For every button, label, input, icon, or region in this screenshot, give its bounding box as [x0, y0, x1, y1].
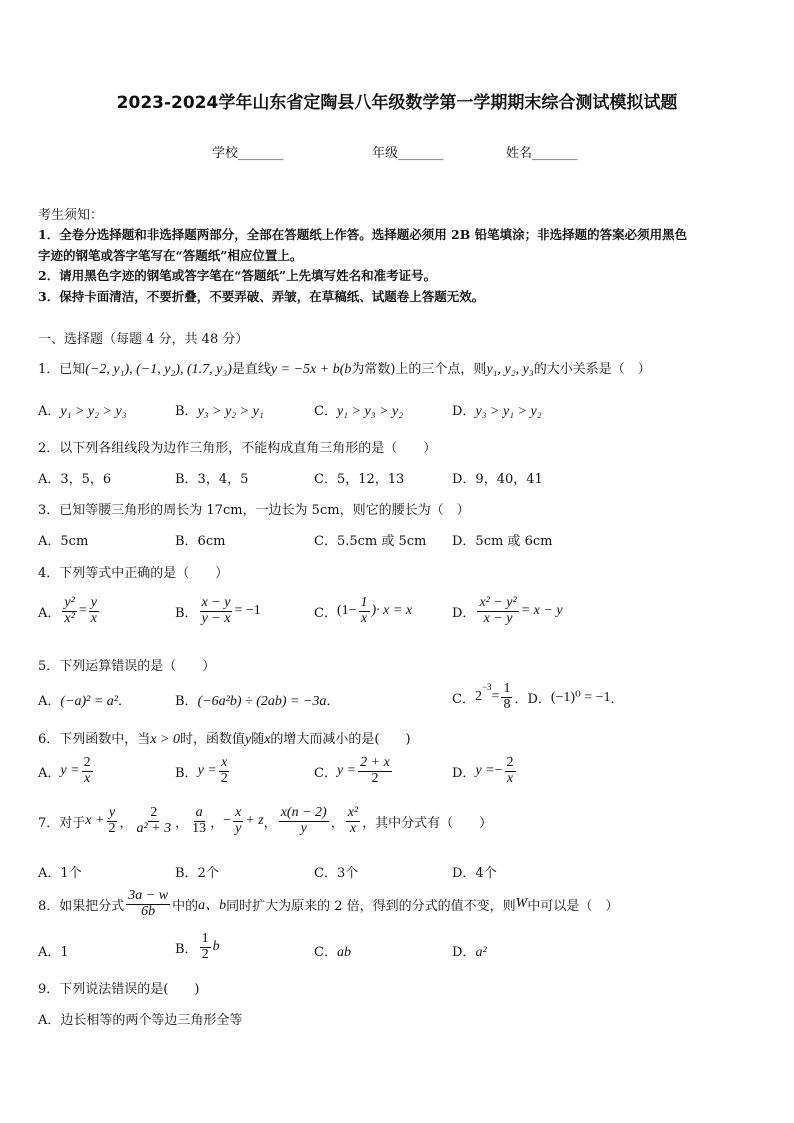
question-8: 8．如果把分式 $\frac{3a - w}{6b}$ 中的 a、b 同时扩大为原来的 2 倍，得到的分式的值不变，则 W 中可以是（ ）: [38, 888, 619, 919]
question-7: 7．对于 x + $\frac{y}{2}$ ， $\frac{2}{\text{a² + 3}}$ ， $\frac{a}{13}$ ， − $\frac{x}{y}$ + z ， $\frac{x(n - 2)}{y}$ ， $\frac{\text{x²}}{x}$ ，其中分式有（ ）: [38, 805, 493, 836]
option-a: A．5cm: [38, 534, 89, 549]
option-a: A．边长相等的两个等边三角形全等: [38, 1013, 243, 1028]
option-d: D．y₃ > y₁ > y₂: [452, 404, 542, 419]
option-b: B．3，4，5: [175, 472, 249, 487]
grade-field: 年级_______: [372, 146, 444, 161]
option-d: D． y = − $\frac{2}{x}$: [452, 755, 514, 786]
section-heading: 一、选择题（每题 4 分，共 48 分）: [38, 332, 249, 347]
option-d: D．4个: [452, 866, 497, 881]
name-field: 姓名_______: [506, 146, 578, 161]
option-d: D．5cm 或 6cm: [452, 534, 553, 549]
option-a: A．y₁ > y₂ > y₃: [38, 404, 127, 419]
question-9: 9．下列说法错误的是( ): [38, 982, 200, 997]
option-a: A．1个: [38, 866, 82, 881]
option-c: C． y = $\frac{2 + x}{2}$: [314, 755, 390, 786]
option-a: A．(−a)² = a²．: [38, 694, 132, 709]
question-5: 5．下列运算错误的是（ ）: [38, 659, 216, 674]
option-b: B．y₃ > y₂ > y₁: [175, 404, 264, 419]
option-d: D．9，40，41: [452, 472, 543, 487]
option-d: D．a²: [452, 945, 487, 960]
question-1: 1．已知(−2, y₁), (−1, y₂), (1.7, y₃)是直线y = −5x + b(b为常数)上的三个点，则y₁, y₂, y₃的大小关系是（ ）: [38, 362, 651, 377]
option-a: A．1: [38, 945, 69, 960]
option-b: B．2个: [175, 866, 219, 881]
notice-line: 3．保持卡面清洁，不要折叠，不要弄破、弄皱，在草稿纸、试题卷上答题无效。: [38, 289, 485, 304]
question-6: 6．下列函数中，当x > 0时，函数值y随x的增大而减小的是( ): [38, 732, 411, 747]
option-a: A．3，5，6: [38, 472, 112, 487]
notice-line: 字迹的钢笔或答字笔写在“答题纸”相应位置上。: [38, 248, 303, 263]
page-title: 2023-2024学年山东省定陶县八年级数学第一学期期末综合测试模拟试题: [116, 93, 678, 113]
option-c: C．5，12，13: [314, 472, 405, 487]
option-b: B．6cm: [175, 534, 226, 549]
option-d: D． $\frac{\text{x² − y²}}{x - y}$ = x − y: [452, 595, 563, 626]
option-a: A． y = $\frac{2}{x}$: [38, 755, 91, 786]
option-b: B． y = $\frac{x}{2}$: [175, 755, 228, 786]
option-c: C．ab: [314, 945, 351, 960]
option-b: B． $\frac{1}{2}$ b: [175, 931, 220, 962]
option-c: C．3个: [314, 866, 359, 881]
option-c: C． (1− $\frac{1}{x}$ )· x = x: [314, 595, 413, 626]
option-c: C．y₁ > y₃ > y₂: [314, 404, 404, 419]
option-b: B．(−6a²b) ÷ (2ab) = −3a．: [175, 694, 340, 709]
school-field: 学校_______: [212, 146, 284, 161]
question-3: 3．已知等腰三角形的周长为 17cm，一边长为 5cm，则它的腰长为（ ）: [38, 503, 470, 518]
option-b: B． $\frac{x - y}{y - x}$ = −1: [175, 595, 261, 626]
notice-line: 2．请用黑色字迹的钢笔或答字笔在“答题纸”上先填写姓名和准考证号。: [38, 268, 437, 283]
option-c: C．5.5cm 或 5cm: [314, 534, 427, 549]
question-4: 4．下列等式中正确的是（ ）: [38, 566, 229, 581]
question-2: 2．以下列各组线段为边作三角形，不能构成直角三角形的是（ ）: [38, 441, 437, 456]
option-a: A． $\frac{\text{y²}}{\text{x²}}$ = $\frac{y}{x}$: [38, 595, 97, 626]
option-c: C． 2 $^{-3}$ = $\frac{1}{8}$ ．D． (−1)⁰ = −1 ．: [452, 681, 624, 712]
notice-line: 1．全卷分选择题和非选择题两部分，全部在答题纸上作答。选择题必须用 2B 铅笔填涂；非选择题的答案必须用黑色: [38, 227, 688, 242]
notice-heading: 考生须知：: [38, 208, 104, 223]
